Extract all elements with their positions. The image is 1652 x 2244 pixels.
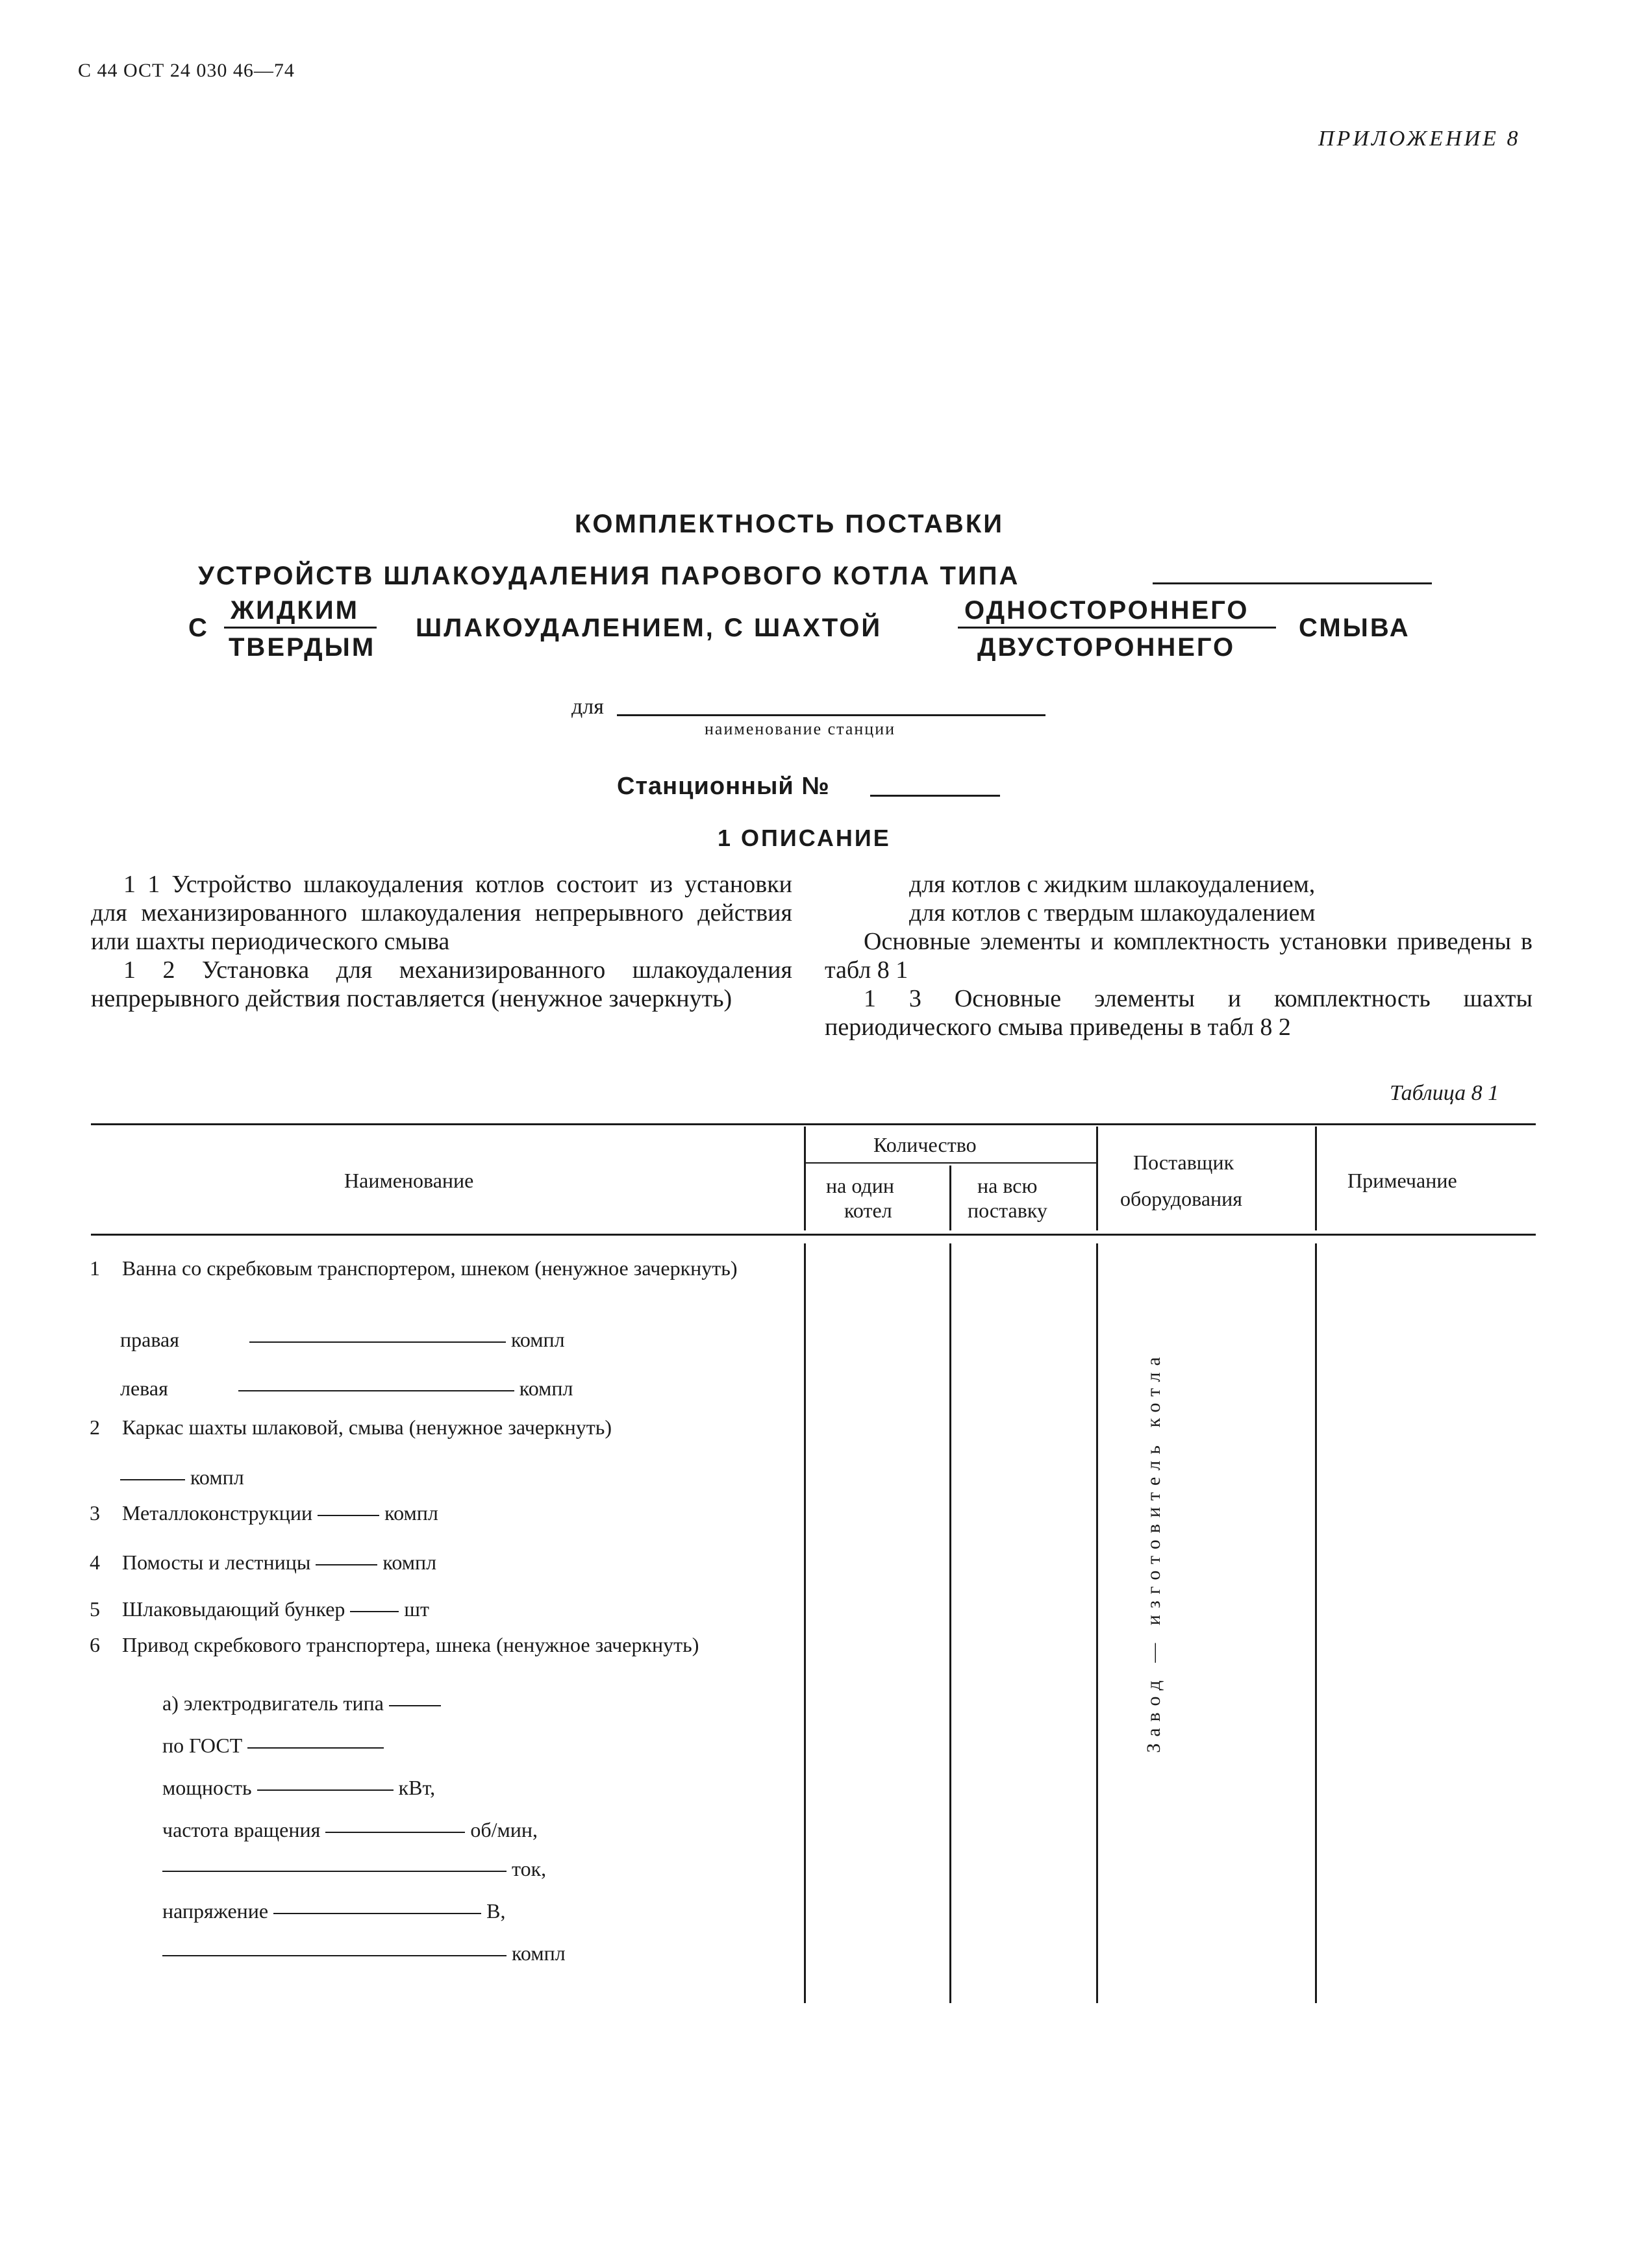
station-number-blank bbox=[870, 795, 1000, 797]
table-caption: Таблица 8 1 bbox=[1390, 1081, 1499, 1105]
row-blank bbox=[273, 1913, 481, 1914]
paragraph-1-2: 1 2 Установка для механизированного шлакоудаления непрерывного действия поставляется (ненужное зачеркнуть) bbox=[91, 956, 792, 1012]
table-row bbox=[162, 1899, 747, 1923]
row-blank bbox=[389, 1705, 441, 1706]
row-blank bbox=[162, 1871, 507, 1872]
paragraph-1-1: 1 1 Устройство шлакоудаления котлов состоит из установки для механизированного шлакоудаления непрерывного действия или шахты периодического смыва bbox=[91, 871, 792, 955]
document-title: КОМПЛЕКТНОСТЬ ПОСТАВКИ bbox=[575, 510, 1004, 538]
row-unit: шт bbox=[404, 1597, 430, 1621]
col-line-4 bbox=[1315, 1243, 1317, 2003]
table-row bbox=[162, 1734, 747, 1757]
table-row bbox=[162, 1941, 747, 1965]
row-text: Ванна со скребковым транспортером, шнеком (ненужное зачеркнуть) bbox=[122, 1256, 738, 1280]
fraction-2-numerator: ОДНОСТОРОННЕГО bbox=[964, 596, 1249, 625]
right-line-2: для котлов с твердым шлакоудалением bbox=[909, 899, 1316, 927]
row-number: 2 bbox=[90, 1415, 100, 1439]
header-name: Наименование bbox=[344, 1169, 474, 1192]
fraction-2-denominator: ДВУСТОРОННЕГО bbox=[977, 633, 1236, 662]
right-line-1: для котлов с жидким шлакоудалением, bbox=[909, 871, 1316, 898]
col-line-4-header bbox=[1315, 1127, 1317, 1230]
fraction-1-numerator: ЖИДКИМ bbox=[231, 596, 359, 625]
row-label: Металлоконструкции bbox=[122, 1501, 313, 1525]
header-supplier-2: оборудования bbox=[1120, 1187, 1242, 1210]
row-number: 5 bbox=[90, 1597, 100, 1621]
header-per-all-1: на всю bbox=[977, 1174, 1038, 1197]
table-row bbox=[162, 1691, 747, 1715]
row-unit: кВт, bbox=[398, 1776, 436, 1799]
row-unit: компл bbox=[382, 1551, 437, 1574]
quantity-divider bbox=[805, 1162, 1097, 1164]
row-text bbox=[122, 1597, 797, 1621]
station-number-label: Станционный № bbox=[617, 773, 830, 800]
col-line-2 bbox=[949, 1243, 951, 2003]
table-row bbox=[162, 1776, 747, 1799]
row-text bbox=[122, 1551, 797, 1574]
paragraph-1-3: 1 3 Основные элементы и комплектность шахты периодического смыва приведены в табл 8 2 bbox=[825, 985, 1533, 1041]
appendix-label: ПРИЛОЖЕНИЕ 8 bbox=[1318, 127, 1521, 151]
table-row bbox=[120, 1465, 510, 1489]
row-unit: компл bbox=[512, 1941, 566, 1965]
row-label: напряжение bbox=[162, 1899, 269, 1923]
table-top-border bbox=[91, 1123, 1536, 1125]
row-blank bbox=[325, 1832, 465, 1833]
header-per-boiler-2: котел bbox=[844, 1199, 892, 1222]
header-per-all-2: поставку bbox=[968, 1199, 1047, 1222]
row-label: Шлаковыдающий бункер bbox=[122, 1597, 345, 1621]
row-text: Привод скребкового транспортера, шнека (ненужное зачеркнуть) bbox=[122, 1633, 699, 1656]
row-number: 4 bbox=[90, 1551, 100, 1574]
title-line-2: УСТРОЙСТВ ШЛАКОУДАЛЕНИЯ ПАРОВОГО КОТЛА ТИПА bbox=[198, 562, 1020, 590]
station-name-caption: наименование станции bbox=[705, 719, 896, 738]
row-unit: компл bbox=[384, 1501, 438, 1525]
table-row bbox=[120, 1328, 802, 1351]
row-label: Помосты и лестницы bbox=[122, 1551, 311, 1574]
right-column bbox=[825, 870, 1533, 1041]
row-label: левая bbox=[120, 1377, 168, 1400]
row-label: правая bbox=[120, 1328, 179, 1351]
col-line-1 bbox=[804, 1243, 806, 2003]
row-label: по ГОСТ bbox=[162, 1734, 243, 1757]
header-per-boiler-1: на один bbox=[826, 1174, 894, 1197]
col-line-2-header bbox=[949, 1166, 951, 1230]
row-label: мощность bbox=[162, 1776, 252, 1799]
page-header: С 44 ОСТ 24 030 46—74 bbox=[78, 60, 295, 81]
fraction-1-denominator: ТВЕРДЫМ bbox=[229, 633, 376, 662]
row-label: частота вращения bbox=[162, 1818, 321, 1841]
row-number: 3 bbox=[90, 1501, 100, 1525]
title-prefix: С bbox=[188, 614, 209, 642]
table-row bbox=[162, 1818, 747, 1841]
row-unit: компл bbox=[190, 1465, 244, 1489]
header-note: Примечание bbox=[1347, 1169, 1457, 1192]
row-unit: компл bbox=[510, 1328, 565, 1351]
left-column bbox=[91, 870, 792, 1013]
row-blank bbox=[350, 1611, 399, 1612]
header-bottom-border bbox=[91, 1234, 1536, 1236]
paragraph-elements: Основные элементы и комплектность установки приведены в табл 8 1 bbox=[825, 928, 1533, 984]
row-unit: ток, bbox=[512, 1857, 547, 1880]
col-line-3-header bbox=[1096, 1127, 1098, 1230]
title-middle: ШЛАКОУДАЛЕНИЕМ, С ШАХТОЙ bbox=[416, 614, 882, 642]
row-blank bbox=[249, 1341, 506, 1343]
row-label: а) электродвигатель типа bbox=[162, 1691, 384, 1715]
row-number: 1 bbox=[90, 1256, 100, 1280]
boiler-type-blank bbox=[1153, 582, 1432, 584]
section-heading: 1 ОПИСАНИЕ bbox=[718, 825, 891, 851]
row-blank bbox=[257, 1789, 394, 1791]
table-row bbox=[120, 1377, 802, 1400]
table-row bbox=[162, 1857, 747, 1880]
row-blank bbox=[162, 1955, 507, 1956]
row-number: 6 bbox=[90, 1633, 100, 1656]
row-blank bbox=[120, 1479, 185, 1480]
col-line-1-header bbox=[804, 1127, 806, 1230]
col-line-3 bbox=[1096, 1243, 1098, 2003]
fraction-1-bar bbox=[224, 627, 377, 629]
title-suffix: СМЫВА bbox=[1299, 614, 1410, 642]
row-blank bbox=[318, 1515, 379, 1516]
row-blank bbox=[238, 1390, 514, 1391]
row-text bbox=[122, 1501, 797, 1525]
row-unit: В, bbox=[486, 1899, 506, 1923]
fraction-2-bar bbox=[958, 627, 1276, 629]
row-blank bbox=[247, 1747, 384, 1749]
row-unit: об/мин, bbox=[470, 1818, 538, 1841]
row-unit: компл bbox=[519, 1377, 573, 1400]
header-supplier-1: Поставщик bbox=[1133, 1151, 1234, 1174]
header-quantity: Количество bbox=[873, 1133, 977, 1156]
supplier-value: Завод — изготовитель котла bbox=[1143, 1351, 1164, 1753]
row-blank bbox=[316, 1564, 377, 1565]
row-text: Каркас шахты шлаковой, смыва (ненужное зачеркнуть) bbox=[122, 1415, 612, 1439]
for-label: для bbox=[571, 695, 604, 719]
station-name-blank bbox=[617, 714, 1045, 716]
